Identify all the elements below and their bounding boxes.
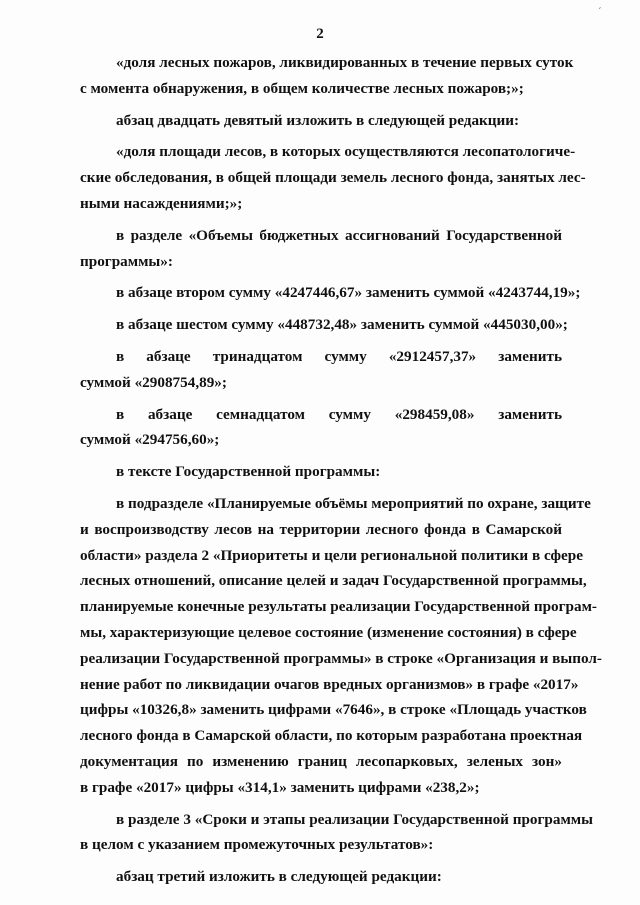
text-line: суммой «2908754,89»; (80, 373, 227, 391)
text-line: реализации Государственной программы» в строке «Организация и выпол- (80, 649, 602, 667)
text-line: в подразделе «Планируемые объёмы мероприятий по охране, защите (116, 494, 591, 512)
text-line: суммой «294756,60»; (80, 431, 220, 449)
text-line: ские обследования, в общей площади земель лесного фонда, занятых лес- (80, 169, 586, 187)
corner-mark: ˊ (598, 6, 602, 18)
text-line: лесных отношений, описание целей и задач Государственной программы, (80, 572, 587, 590)
page-number: 2 (316, 26, 324, 42)
text-line: ными насаждениями;»; (80, 194, 243, 212)
paragraph (80, 864, 562, 890)
paragraph (80, 312, 568, 338)
text-line: в тексте Государственной программы: (116, 463, 381, 481)
paragraph (80, 344, 562, 396)
paragraph (80, 50, 574, 102)
text-line: нение работ по ликвидации очагов вредных организмов» в графе «2017» (80, 675, 579, 693)
paragraph (80, 807, 594, 859)
text-line: в абзаце семнадцатом сумму «298459,08» заменить (116, 405, 562, 423)
text-line: в разделе «Объемы бюджетных ассигнований Государственной (116, 226, 562, 244)
text-line: в абзаце тринадцатом сумму «2912457,37» заменить (116, 347, 562, 365)
text-line: в целом с указанием промежуточных результатов»: (80, 836, 434, 854)
text-line: в графе «2017» цифры «314,1» заменить цифрами «238,2»; (80, 778, 480, 796)
text-line: программы»: (80, 252, 173, 270)
text-line: в разделе 3 «Сроки и этапы реализации Государственной программы (116, 810, 594, 828)
paragraph (80, 491, 602, 801)
text-line: в абзаце шестом сумму «448732,48» заменить суммой «445030,00»; (116, 316, 568, 334)
text-line: абзац двадцать девятый изложить в следующей редакции: (116, 111, 520, 129)
text-line: с момента обнаружения, в общем количестве лесных пожаров;»; (80, 79, 524, 97)
text-line: и воспроизводству лесов на территории лесного фонда в Самарской (80, 520, 562, 538)
text-line: лесного фонда в Самарской области, по которым разработана проектная (80, 727, 583, 745)
text-line: области» раздела 2 «Приоритеты и цели региональной политики в сфере (80, 546, 583, 564)
paragraph (80, 459, 562, 485)
paragraph (80, 280, 581, 306)
text-line: планируемые конечные результаты реализации Государственной програм- (80, 598, 597, 616)
text-line: «доля площади лесов, в которых осуществляются лесопатологиче- (116, 143, 576, 161)
paragraph (80, 139, 586, 216)
text-line: абзац третий изложить в следующей редакции: (116, 868, 442, 886)
text-line: мы, характеризующие целевое состояние (изменение состояния) в сфере (80, 623, 577, 641)
document-body (80, 50, 602, 890)
text-line: документация по изменению границ лесопарковых, зеленых зон» (80, 752, 562, 770)
paragraph (80, 108, 562, 134)
paragraph (80, 223, 562, 275)
paragraph (80, 402, 562, 454)
text-line: цифры «10326,8» заменить цифрами «7646», в строке «Площадь участков (80, 701, 587, 719)
text-line: в абзаце втором сумму «4247446,67» заменить суммой «4243744,19»; (116, 284, 581, 302)
text-line: «доля лесных пожаров, ликвидированных в течение первых суток (116, 54, 574, 71)
